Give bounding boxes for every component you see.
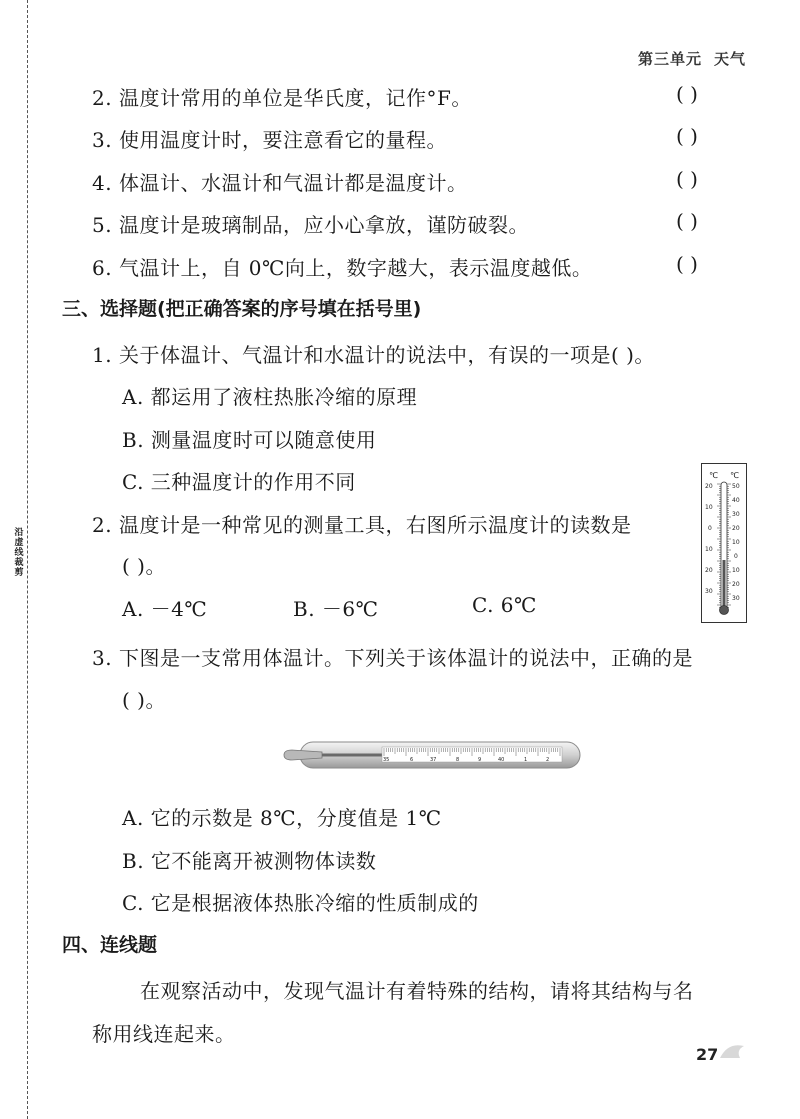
- thermometer-unit-left: ℃: [709, 471, 718, 480]
- q2-option-c[interactable]: C. 6℃: [472, 593, 537, 617]
- page-header: [638, 48, 746, 69]
- header-unit: 第三单元: [637, 50, 702, 68]
- thermometer-left-label: 0: [708, 525, 712, 532]
- judge-answer-6[interactable]: ( ): [676, 252, 698, 276]
- judge-item-4: 4. 体温计、水温计和气温计都是温度计。: [92, 171, 468, 195]
- cut-line: [27, 0, 28, 1119]
- thermometer-left-label: 30: [705, 588, 713, 595]
- thermometer-left-label: 20: [705, 483, 713, 490]
- clinical-label: 9: [478, 757, 482, 763]
- thermometer-svg: [702, 464, 746, 622]
- clinical-thermometer-svg: [282, 740, 582, 770]
- q2-stem-line2: ( )。: [122, 554, 166, 578]
- clinical-thermometer-figure: [282, 740, 582, 774]
- clinical-label: 2: [546, 757, 550, 763]
- judge-item-2: 2. 温度计常用的单位是华氏度，记作°F。: [92, 86, 472, 110]
- thermometer-right-label: 40: [732, 497, 740, 504]
- clinical-label: 8: [456, 757, 460, 763]
- thermometer-unit-right: ℃: [730, 471, 739, 480]
- q3-stem-line2: ( )。: [122, 688, 166, 712]
- thermometer-right-label: 0: [734, 553, 738, 560]
- judge-item-3: 3. 使用温度计时，要注意看它的量程。: [92, 128, 447, 152]
- section-4-paragraph-line2: 称用线连起来。: [92, 1022, 236, 1046]
- q3-stem-line1: 3. 下图是一支常用体温计。下列关于该体温计的说法中，正确的是: [92, 646, 693, 670]
- judge-item-5: 5. 温度计是玻璃制品，应小心拿放，谨防破裂。: [92, 213, 529, 237]
- q1-option-c[interactable]: C. 三种温度计的作用不同: [122, 470, 356, 494]
- thermometer-right-label: 10: [732, 567, 740, 574]
- clinical-label: 37: [430, 757, 437, 763]
- q2-stem-line1: 2. 温度计是一种常见的测量工具，右图所示温度计的读数是: [92, 513, 632, 537]
- judge-item-6: 6. 气温计上，自 0℃向上，数字越大，表示温度越低。: [92, 256, 593, 280]
- thermometer-left-label: 10: [705, 504, 713, 511]
- q2-option-b[interactable]: B. －6℃: [293, 597, 379, 621]
- q1-option-a[interactable]: A. 都运用了液柱热胀冷缩的原理: [122, 385, 418, 409]
- judge-answer-3[interactable]: ( ): [676, 124, 698, 148]
- thermometer-figure: [701, 463, 747, 623]
- section-4-title: 四、连线题: [62, 934, 158, 956]
- clinical-label: 6: [410, 757, 414, 763]
- clinical-label: 40: [498, 757, 505, 763]
- thermometer-liquid: [723, 560, 726, 608]
- clinical-label: 35: [383, 757, 390, 763]
- thermometer-bulb: [720, 606, 729, 615]
- clinical-label: 1: [524, 757, 528, 763]
- judge-answer-2[interactable]: ( ): [676, 82, 698, 106]
- q2-option-a[interactable]: A. －4℃: [122, 597, 208, 621]
- thermometer-left-label: 10: [705, 546, 713, 553]
- q3-option-b[interactable]: B. 它不能离开被测物体读数: [122, 849, 377, 873]
- clinical-bulb: [284, 750, 322, 760]
- thermometer-right-label: 20: [732, 581, 740, 588]
- page-corner-decoration: [718, 1040, 748, 1060]
- header-topic: 天气: [713, 50, 746, 68]
- thermometer-right-label: 50: [732, 483, 740, 490]
- section-4-paragraph-line1: 在观察活动中，发现气温计有着特殊的结构，请将其结构与名: [140, 979, 694, 1003]
- page-number: 27: [696, 1045, 719, 1064]
- judge-answer-5[interactable]: ( ): [676, 209, 698, 233]
- thermometer-right-label: 30: [732, 511, 740, 518]
- section-3-title: 三、选择题(把正确答案的序号填在括号里): [62, 298, 422, 320]
- judge-answer-4[interactable]: ( ): [676, 167, 698, 191]
- q1-stem: 1. 关于体温计、气温计和水温计的说法中，有误的一项是( )。: [92, 343, 655, 367]
- q3-option-a[interactable]: A. 它的示数是 8℃，分度值是 1℃: [122, 806, 442, 830]
- q1-option-b[interactable]: B. 测量温度时可以随意使用: [122, 428, 377, 452]
- thermometer-left-label: 20: [705, 567, 713, 574]
- thermometer-right-label: 20: [732, 525, 740, 532]
- q3-option-c[interactable]: C. 它是根据液体热胀冷缩的性质制成的: [122, 891, 479, 915]
- thermometer-right-label: 30: [732, 595, 740, 602]
- cut-label: 沿虚线裁剪: [14, 528, 24, 578]
- thermometer-right-label: 10: [732, 539, 740, 546]
